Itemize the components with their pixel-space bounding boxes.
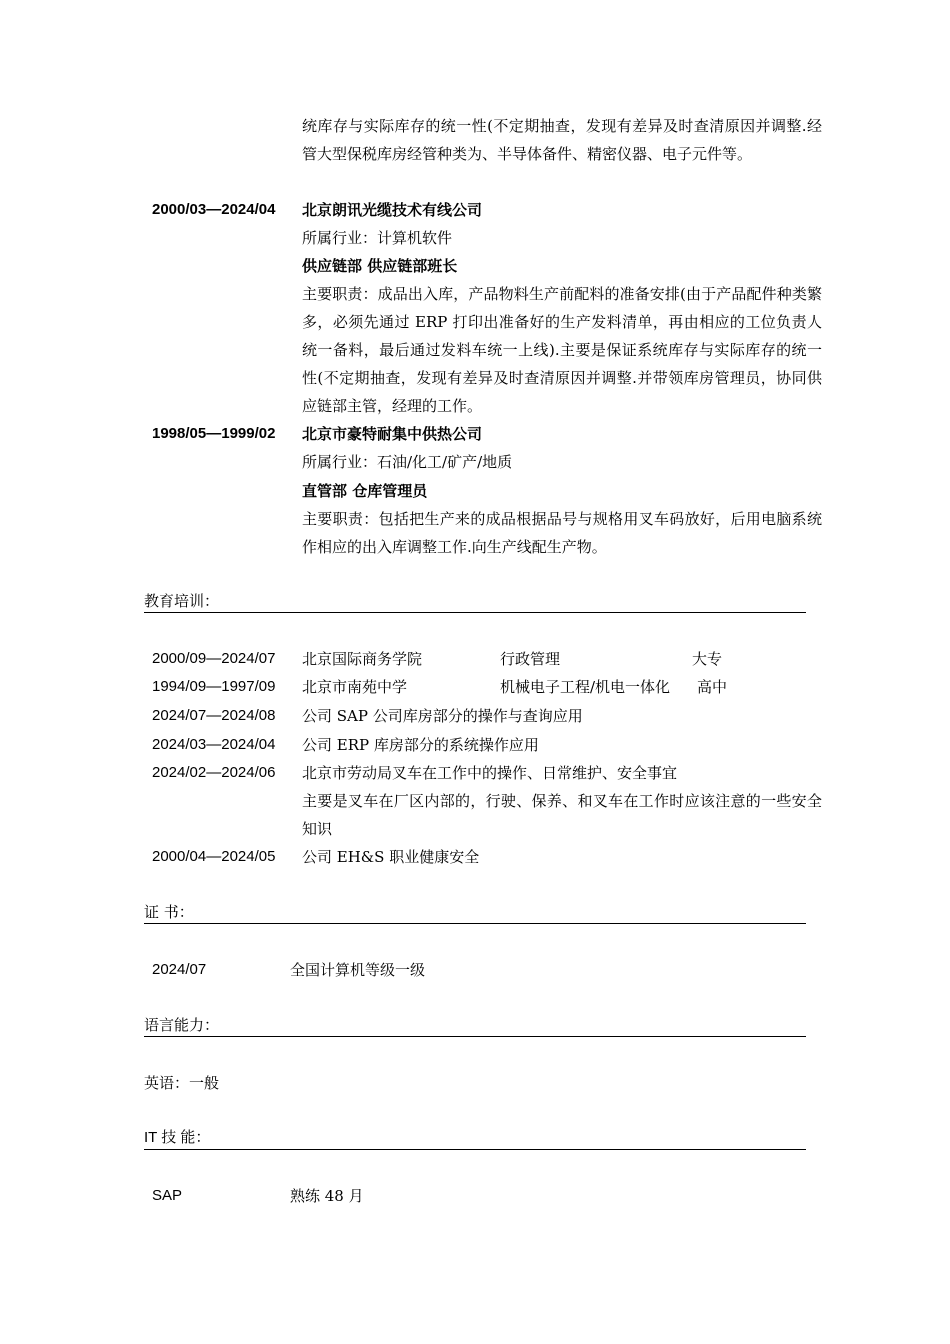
job-company: 北京市豪特耐集中供热公司 — [302, 425, 483, 443]
job-position: 直管部 仓库管理员 — [302, 482, 428, 500]
job-industry: 所属行业：石油/化工/矿产/地质 — [302, 453, 513, 471]
training-detail: 主要是叉车在厂区内部的，行驶、保养、和叉车在工作时应该注意的一些安全知识 — [302, 792, 822, 838]
training-period: 2024/02—2024/06 — [152, 764, 276, 781]
it-skill-name: SAP — [152, 1187, 183, 1204]
education-period: 1994/09—1997/09 — [152, 678, 276, 695]
education-degree: 高中 — [697, 678, 728, 696]
education-period: 2000/09—2024/07 — [152, 650, 276, 667]
languages-section-heading: 语言能力： — [144, 1015, 806, 1037]
job-duties: 主要职责：包括把生产来的成品根据品号与规格用叉车码放好，后用电脑系统作相应的出入库调整工作.向生产线配生产物。 — [302, 510, 822, 556]
training-text: 北京市劳动局叉车在工作中的操作、日常维护、安全事宜 — [302, 764, 678, 782]
job-company: 北京朗讯光缆技术有线公司 — [302, 201, 483, 219]
job-duties: 主要职责：成品出入库，产品物料生产前配料的准备安排(由于产品配件种类繁多，必须先通过 ERP 打印出准备好的生产发料清单，再由相应的工位负责人统一备料，最后通过发料车统一上线).主要是保证系统库存与实际库存的统一性(不定期抽查，发现有差异及时查清原因并调整.并带领库房管理员，协同供应链部主管，经理的工作。 — [302, 285, 822, 415]
education-major: 行政管理 — [500, 650, 561, 668]
job-industry: 所属行业：计算机软件 — [302, 229, 453, 247]
training-period: 2024/07—2024/08 — [152, 707, 276, 724]
education-major: 机械电子工程/机电一体化 — [500, 678, 671, 696]
job-position: 供应链部 供应链部班长 — [302, 257, 458, 275]
education-school: 北京国际商务学院 — [302, 650, 423, 668]
training-period: 2024/03—2024/04 — [152, 736, 276, 753]
certificates-section-heading: 证 书： — [144, 902, 806, 924]
training-text: 公司 EH&S 职业健康安全 — [302, 848, 480, 866]
training-text: 公司 ERP 库房部分的系统操作应用 — [302, 736, 539, 754]
education-degree: 大专 — [692, 650, 723, 668]
it-skill-level: 熟练 48 月 — [290, 1187, 364, 1205]
it-skills-section-heading: IT 技 能： — [144, 1128, 806, 1150]
education-section-heading: 教育培训： — [144, 591, 806, 613]
language-entry: 英语：一般 — [144, 1074, 220, 1092]
education-school: 北京市南苑中学 — [302, 678, 408, 696]
certificate-date: 2024/07 — [152, 961, 207, 978]
training-period: 2000/04—2024/05 — [152, 848, 276, 865]
job-period: 2000/03—2024/04 — [152, 201, 276, 218]
certificate-name: 全国计算机等级一级 — [290, 961, 426, 979]
job-period: 1998/05—1999/02 — [152, 425, 276, 442]
previous-job-duties-continued: 统库存与实际库存的统一性(不定期抽查，发现有差异及时查清原因并调整.经管大型保税库房经管种类为、半导体备件、精密仪器、电子元件等。 — [302, 117, 822, 163]
training-text: 公司 SAP 公司库房部分的操作与查询应用 — [302, 707, 583, 725]
